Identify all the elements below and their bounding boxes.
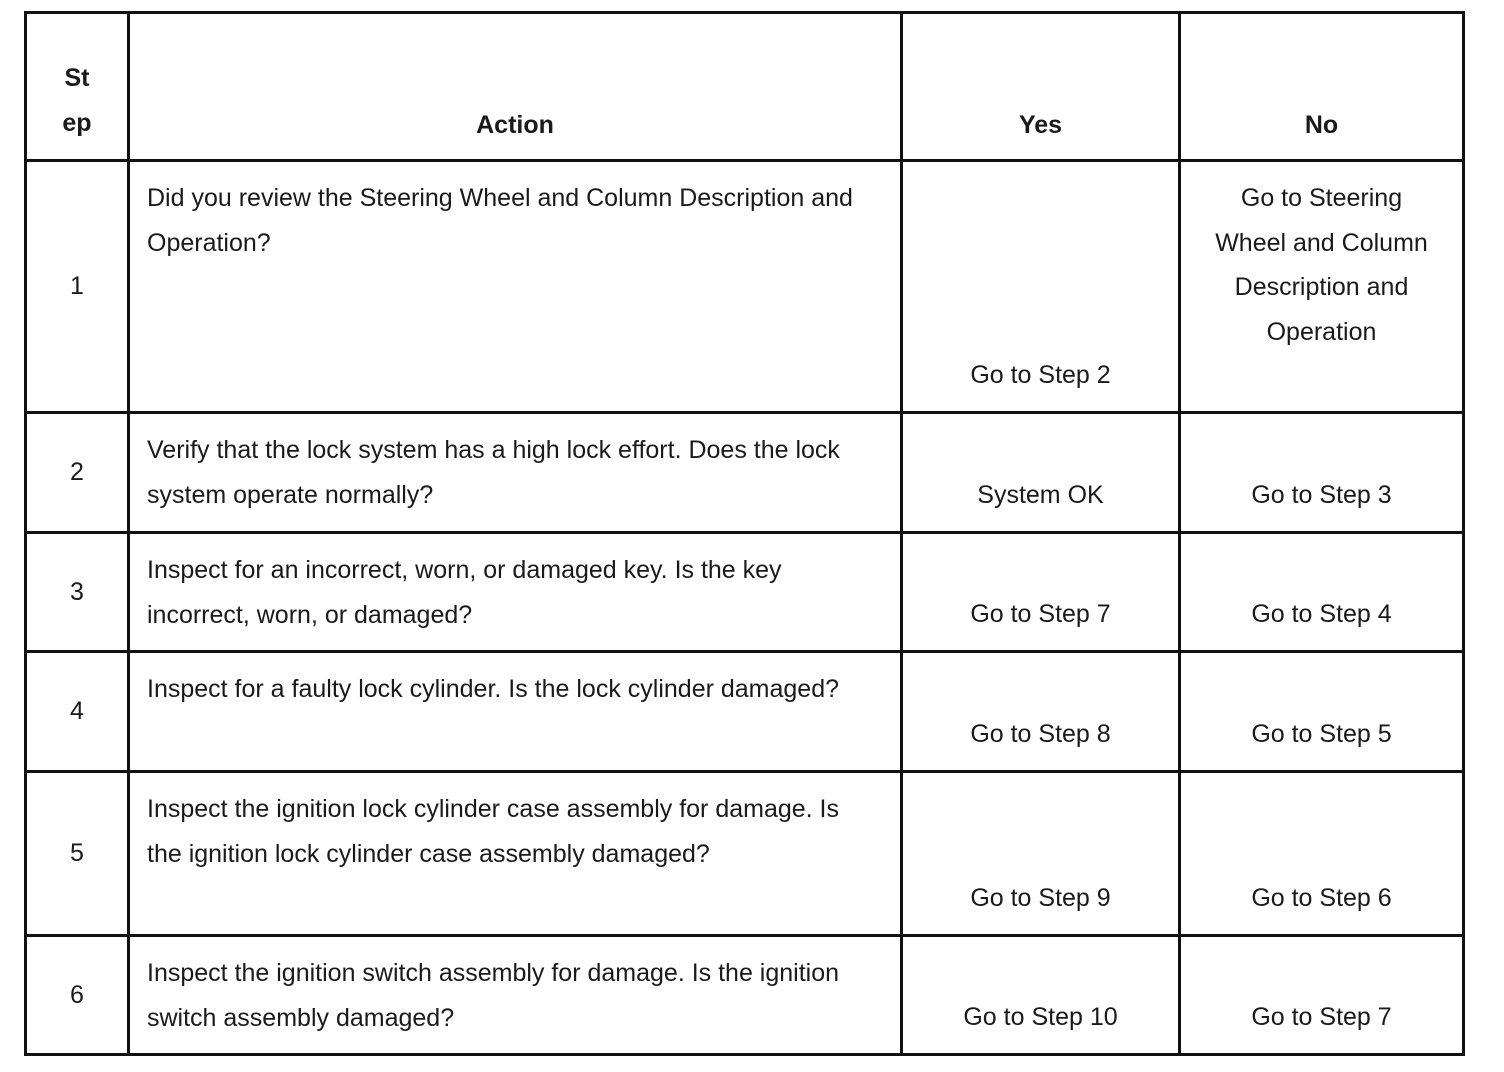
step-number: 5 xyxy=(26,772,129,936)
action-text: Did you review the Steering Wheel and Column Description and Operation? xyxy=(129,161,902,413)
step-number: 4 xyxy=(26,652,129,772)
step-number: 2 xyxy=(26,413,129,533)
action-text: Inspect the ignition lock cylinder case assembly for damage. Is the ignition lock cylinder case assembly damaged? xyxy=(129,772,902,936)
action-text: Inspect for a faulty lock cylinder. Is the lock cylinder damaged? xyxy=(129,652,902,772)
action-text: Inspect for an incorrect, worn, or damaged key. Is the key incorrect, worn, or damaged? xyxy=(129,533,902,652)
header-yes: Yes xyxy=(902,13,1180,161)
no-result: Go to Step 5 xyxy=(1180,652,1464,772)
action-text: Inspect the ignition switch assembly for damage. Is the ignition switch assembly damaged? xyxy=(129,936,902,1055)
diagnostic-table xyxy=(24,11,1465,1056)
yes-result: Go to Step 10 xyxy=(902,936,1180,1055)
header-row xyxy=(26,13,1464,161)
yes-result: Go to Step 9 xyxy=(902,772,1180,936)
step-number: 6 xyxy=(26,936,129,1055)
header-action: Action xyxy=(129,13,902,161)
header-step xyxy=(26,13,129,161)
no-result: Go to Step 4 xyxy=(1180,533,1464,652)
yes-result: Go to Step 7 xyxy=(902,533,1180,652)
no-result: Go to Step 6 xyxy=(1180,772,1464,936)
yes-result: System OK xyxy=(902,413,1180,533)
step-number: 1 xyxy=(26,161,129,413)
table-row xyxy=(26,533,1464,652)
table-row xyxy=(26,772,1464,936)
no-result: Go to Steering Wheel and Column Description and Operation xyxy=(1180,161,1464,413)
table-row xyxy=(26,652,1464,772)
step-number: 3 xyxy=(26,533,129,652)
table-row xyxy=(26,161,1464,413)
yes-result: Go to Step 2 xyxy=(902,161,1180,413)
header-step-line2: ep xyxy=(62,108,92,137)
no-result: Go to Step 7 xyxy=(1180,936,1464,1055)
header-step-line1: St xyxy=(64,64,90,92)
yes-result: Go to Step 8 xyxy=(902,652,1180,772)
no-result: Go to Step 3 xyxy=(1180,413,1464,533)
header-no: No xyxy=(1180,13,1464,161)
table-row xyxy=(26,413,1464,533)
table-row xyxy=(26,936,1464,1055)
action-text: Verify that the lock system has a high lock effort. Does the lock system operate normally? xyxy=(129,413,902,533)
